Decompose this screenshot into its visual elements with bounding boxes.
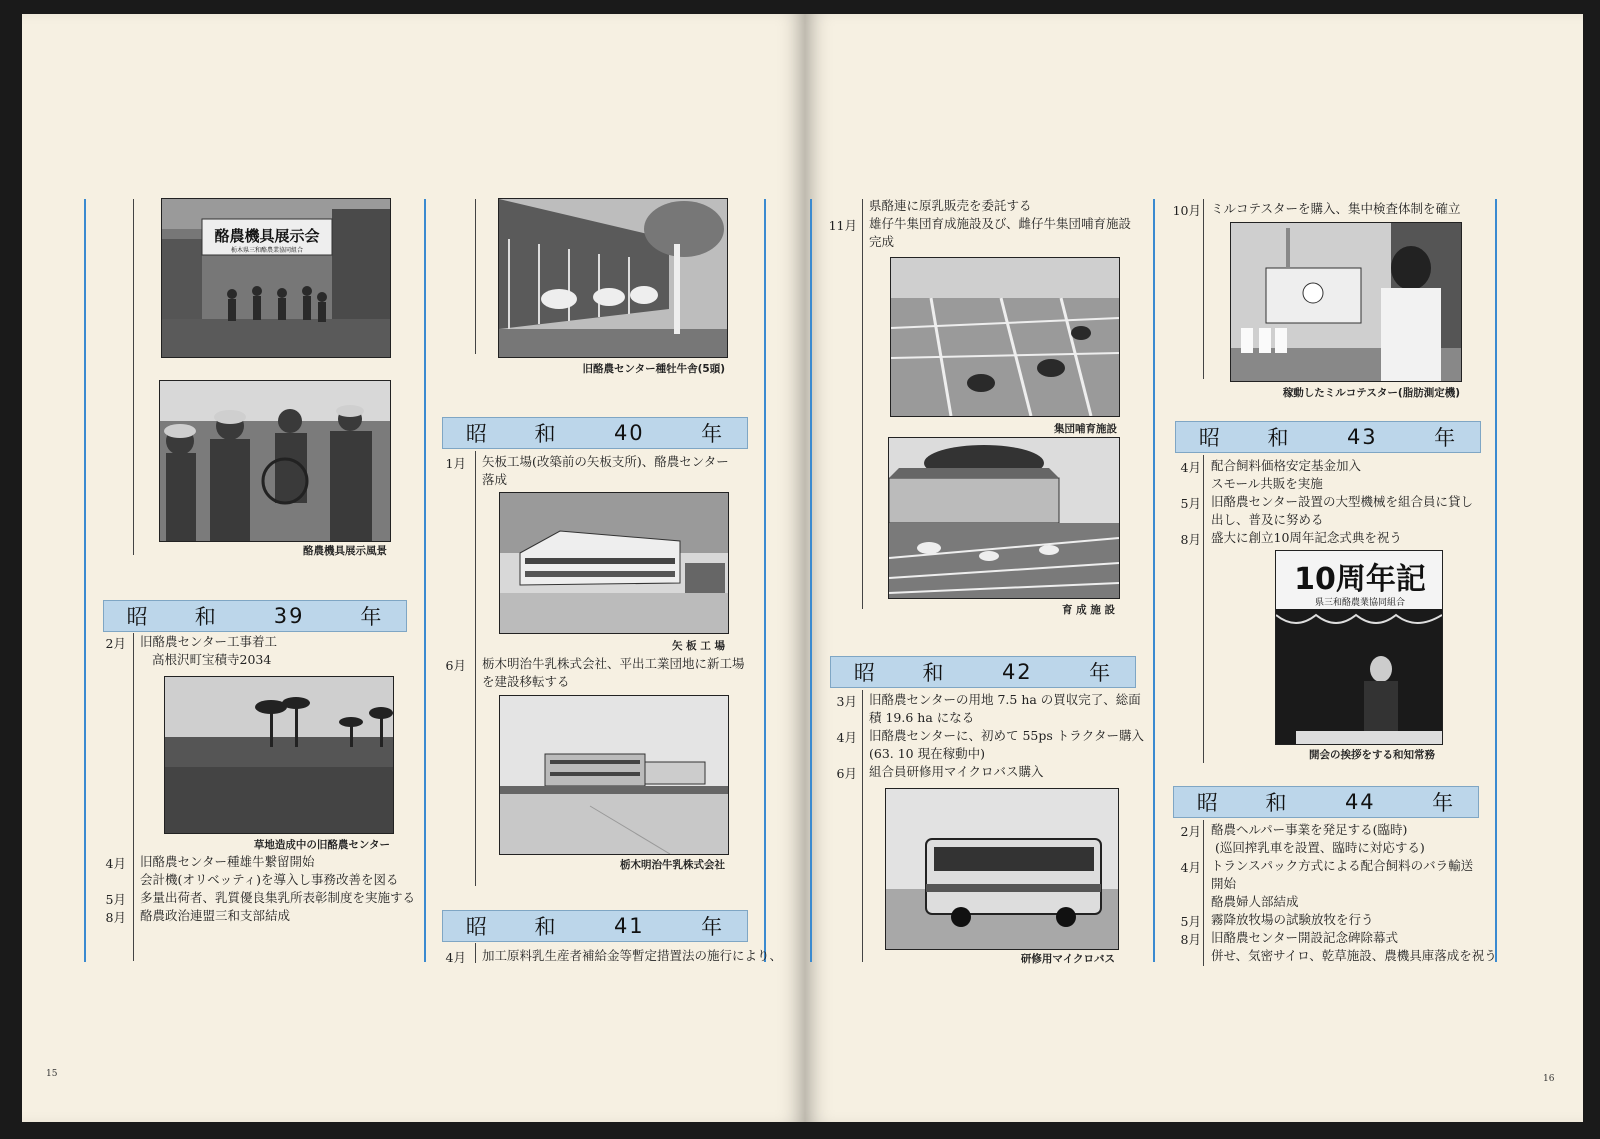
month-label: 4月 — [836, 730, 857, 745]
band-suffix: 年 — [701, 422, 725, 446]
entry-text: スモール共販を実施 — [1211, 476, 1323, 491]
month-label: 6月 — [445, 658, 466, 673]
entry-text: 矢板工場(改築前の矢板支所)、酪農センター — [482, 454, 729, 469]
timeline-line — [475, 943, 476, 963]
band-number: 40 — [613, 421, 645, 445]
month-label: 8月 — [105, 910, 126, 925]
year-band-s40 — [442, 417, 748, 449]
left-page — [22, 14, 805, 1122]
month-label: 3月 — [836, 694, 857, 709]
photo-milkotester — [1230, 222, 1462, 382]
photo-rearing — [888, 437, 1120, 599]
caption-yaita-factory: 矢 板 工 場 — [672, 640, 725, 652]
band-suffix: 年 — [1432, 791, 1456, 815]
month-label: 6月 — [836, 766, 857, 781]
photo-yaita-factory — [499, 492, 729, 634]
timeline-line — [1203, 455, 1204, 763]
photo-group-nursing — [890, 257, 1120, 417]
caption-group-nursing: 集団哺育施設 — [1054, 423, 1117, 435]
month-label: 8月 — [1180, 532, 1201, 547]
entry-text: 組合員研修用マイクロバス購入 — [869, 764, 1044, 779]
timeline-line — [862, 690, 863, 962]
band-number: 43 — [1346, 425, 1378, 449]
caption-exhibition-scene: 酪農機具展示風景 — [303, 545, 387, 557]
caption-rearing: 育 成 施 設 — [1062, 604, 1115, 616]
entry-text: 会計機(オリベッティ)を導入し事務改善を図る — [140, 872, 399, 887]
entry-text: 積 19.6 ha になる — [869, 710, 975, 725]
month-label: 10月 — [1172, 203, 1201, 218]
exhibition-banner-sub: 栃木県三和酪農業協同組合 — [230, 247, 304, 254]
entry-text: 出し、普及に努める — [1211, 512, 1324, 527]
band-kanji: 和 — [194, 605, 218, 629]
month-label: 8月 — [1180, 932, 1201, 947]
photo-exhibition — [161, 198, 391, 358]
entry-text: ミルコテスターを購入、集中検査体制を確立 — [1211, 201, 1461, 216]
entry-text: 霧降放牧場の試験放牧を行う — [1211, 912, 1374, 927]
entry-text: 酪農政治連盟三和支部結成 — [140, 908, 291, 923]
band-kanji: 和 — [1267, 426, 1291, 450]
right-inner-rule — [810, 199, 812, 962]
photo-anniversary — [1275, 550, 1443, 745]
entry-text: 県酪連に原乳販売を委託する — [869, 198, 1032, 213]
timeline-line — [1203, 199, 1204, 379]
band-number: 44 — [1344, 790, 1376, 814]
right-outer-rule — [1495, 199, 1497, 962]
caption-milkotester: 稼動したミルコテスター(脂肪測定機) — [1282, 387, 1460, 399]
band-kanji: 和 — [534, 915, 558, 939]
band-era: 昭 — [853, 661, 877, 685]
entry-text: 併せ、気密サイロ、乾草施設、農機具庫落成を祝う — [1211, 948, 1497, 963]
entry-text: 旧酪農センター種雄牛繋留開始 — [140, 854, 315, 869]
month-label: 2月 — [105, 636, 126, 651]
band-kanji: 和 — [1265, 791, 1289, 815]
entry-text: トランスパック方式による配合飼料のバラ輸送 — [1211, 858, 1474, 873]
band-number: 41 — [613, 914, 645, 938]
entry-text: 旧酪農センター工事着工 — [140, 634, 278, 649]
entry-text: 酪農ヘルパー事業を発足する(臨時) — [1211, 822, 1408, 837]
band-suffix: 年 — [1089, 661, 1113, 685]
band-era: 昭 — [126, 605, 150, 629]
photo-crowd — [159, 380, 391, 542]
entry-text: 多量出荷者、乳質優良集乳所表彰制度を実施する — [140, 890, 416, 905]
timeline-line — [1203, 820, 1204, 966]
timeline-line — [475, 199, 476, 354]
band-kanji: 和 — [534, 422, 558, 446]
year-band-s42 — [830, 656, 1136, 688]
band-era: 昭 — [1198, 426, 1222, 450]
entry-text: 盛大に創立10周年記念式典を祝う — [1211, 530, 1402, 545]
entry-text: 加工原料乳生産者補給金等暫定措置法の施行により、 — [482, 948, 783, 963]
entry-text: 旧酪農センターの用地 7.5 ha の買収完了、総面 — [869, 692, 1141, 707]
month-label: 4月 — [1180, 460, 1201, 475]
photo-meiji-company — [499, 695, 729, 855]
timeline-line — [475, 451, 476, 886]
timeline-line — [133, 199, 134, 555]
band-era: 昭 — [1196, 791, 1220, 815]
band-number: 42 — [1001, 660, 1033, 684]
entry-text: 雄仔牛集団育成施設及び、雌仔牛集団哺育施設 — [869, 216, 1132, 231]
band-suffix: 年 — [360, 605, 384, 629]
entry-text: 旧酪農センター設置の大型機械を組合員に貸し — [1211, 494, 1474, 509]
month-label: 2月 — [1180, 824, 1201, 839]
month-label: 5月 — [105, 892, 126, 907]
month-label: 4月 — [105, 856, 126, 871]
month-label: 4月 — [445, 950, 466, 965]
caption-bull-barn: 旧酪農センター種牡牛舎(5頭) — [582, 363, 725, 375]
caption-microbus: 研修用マイクロバス — [1020, 953, 1115, 965]
month-label: 4月 — [1180, 860, 1201, 875]
photo-grassland — [164, 676, 394, 834]
left-inner-rule — [764, 199, 766, 962]
month-label: 5月 — [1180, 914, 1201, 929]
right-page — [805, 14, 1583, 1122]
entry-text: を建設移転する — [482, 674, 570, 689]
band-suffix: 年 — [1434, 426, 1458, 450]
right-mid-rule — [1153, 199, 1155, 962]
entry-text: (巡回搾乳車を設置、臨時に対応する) — [1215, 840, 1425, 855]
entry-text: 配合飼料価格安定基金加入 — [1211, 458, 1362, 473]
entry-text: 栃木明治牛乳株式会社、平出工業団地に新工場 — [482, 656, 745, 671]
entry-text: 高根沢町宝積寺2034 — [152, 652, 272, 667]
timeline-line — [862, 199, 863, 609]
entry-text: 開始 — [1211, 876, 1237, 891]
month-label: 1月 — [445, 456, 466, 471]
year-band-s41 — [442, 910, 748, 942]
band-kanji: 和 — [922, 661, 946, 685]
month-label: 5月 — [1180, 496, 1201, 511]
year-band-s39 — [103, 600, 407, 632]
timeline-line — [133, 633, 134, 961]
exhibition-banner-text: 酪農機具展示会 — [214, 227, 320, 245]
entry-text: 酪農婦人部結成 — [1211, 894, 1299, 909]
caption-meiji-company: 栃木明治牛乳株式会社 — [620, 859, 725, 871]
photo-microbus — [885, 788, 1119, 950]
year-band-s44 — [1173, 786, 1479, 818]
month-label: 11月 — [828, 218, 857, 233]
left-mid-rule — [424, 199, 426, 962]
anniversary-banner-sub: 県三和酪農業協同組合 — [1314, 598, 1406, 608]
page-number-left: 15 — [46, 1069, 58, 1079]
page-number-right: 16 — [1543, 1074, 1555, 1084]
band-era: 昭 — [465, 422, 489, 446]
band-suffix: 年 — [701, 915, 725, 939]
band-number: 39 — [273, 604, 305, 628]
entry-text: 落成 — [482, 472, 508, 487]
entry-text: 旧酪農センターに、初めて 55ps トラクター購入 — [869, 728, 1145, 743]
left-outer-rule — [84, 199, 86, 962]
entry-text: 旧酪農センター開設記念碑除幕式 — [1211, 930, 1399, 945]
band-era: 昭 — [465, 915, 489, 939]
photo-bull-barn — [498, 198, 728, 358]
entry-text: 完成 — [869, 234, 895, 249]
year-band-s43 — [1175, 421, 1481, 453]
entry-text: (63. 10 現在稼動中) — [869, 746, 985, 761]
caption-grassland: 草地造成中の旧酪農センター — [253, 839, 390, 851]
caption-opening-speech: 開会の挨拶をする和知常務 — [1309, 749, 1435, 761]
anniversary-banner-text: 10周年記 — [1294, 562, 1426, 597]
